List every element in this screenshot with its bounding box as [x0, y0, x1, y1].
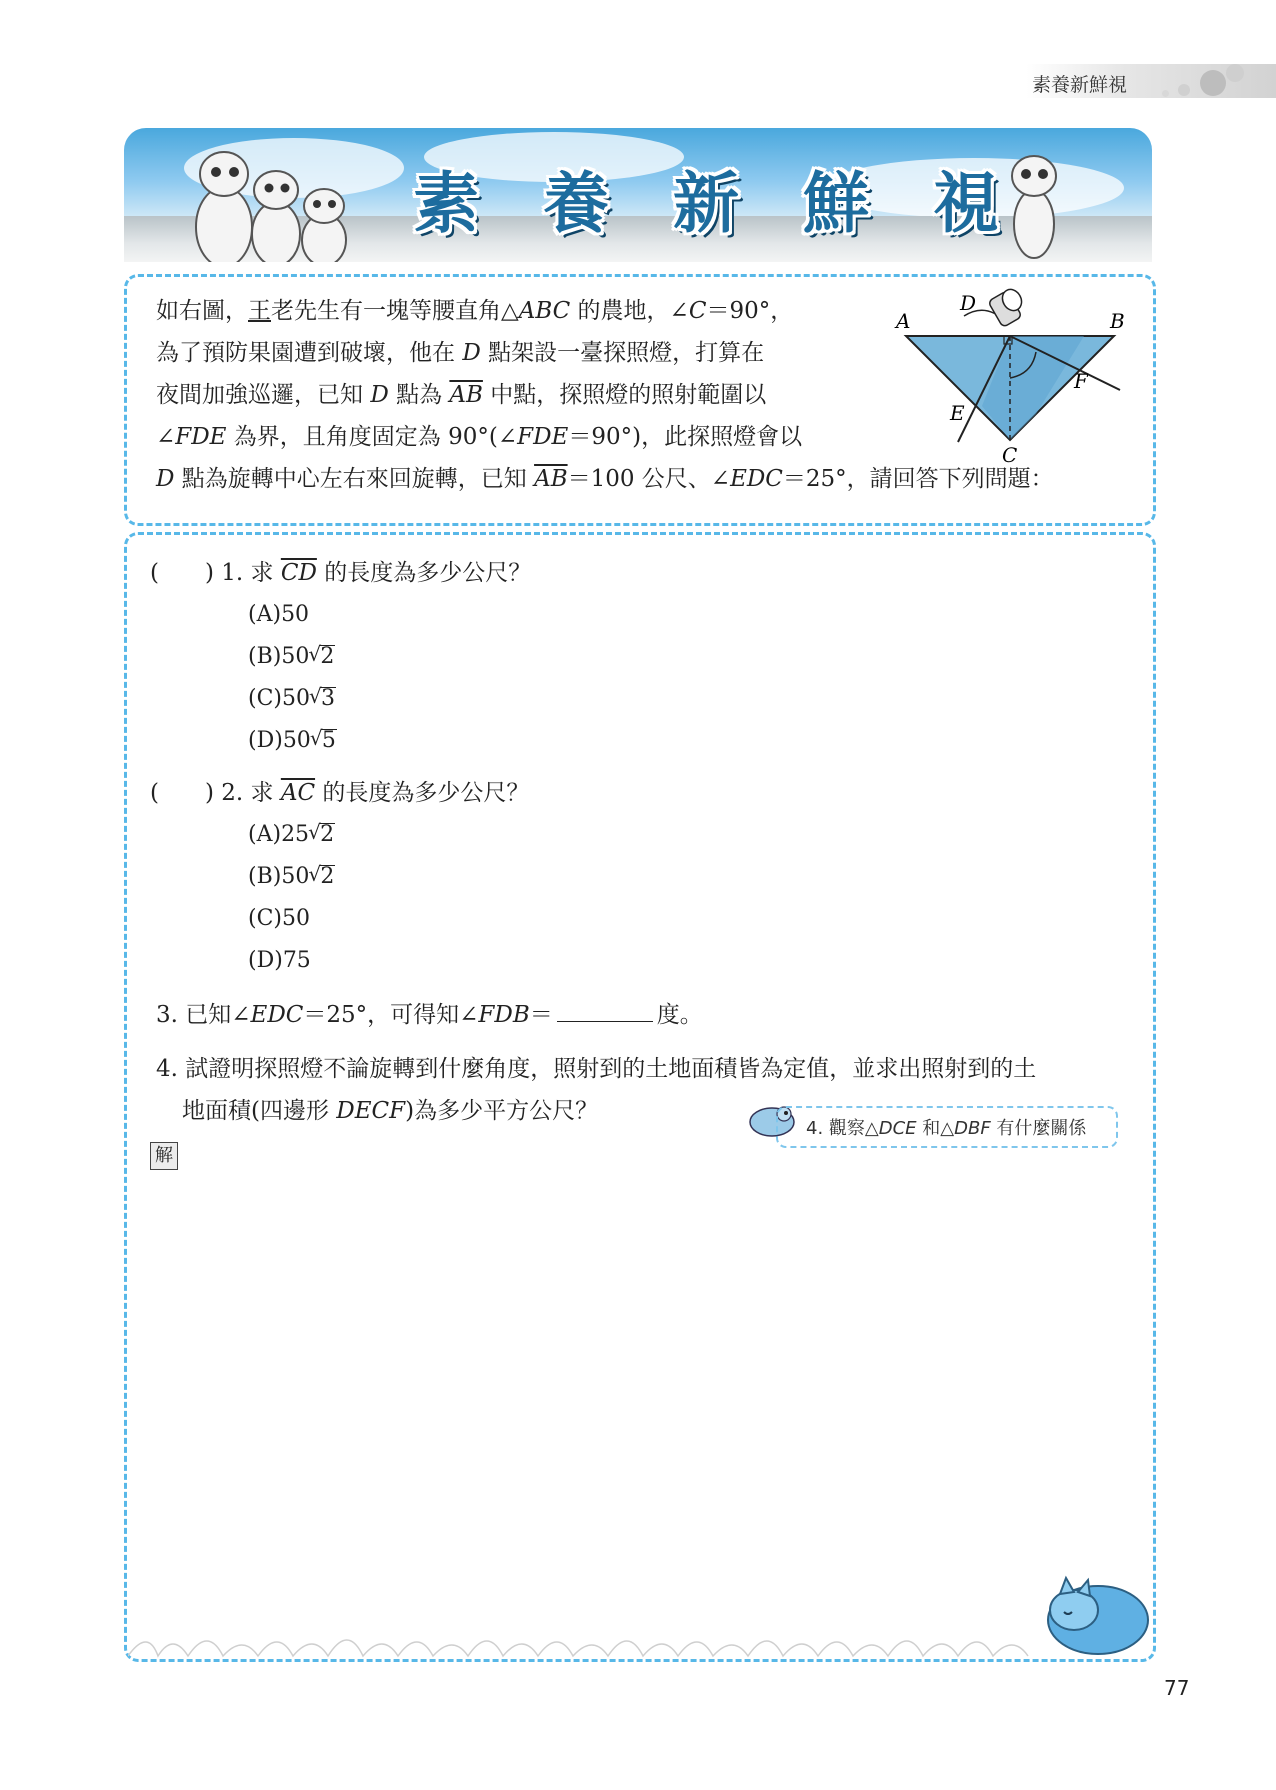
option-value: 50: [282, 686, 310, 711]
text: 的長度為多少公尺？: [315, 780, 530, 806]
option-letter: (C): [248, 686, 282, 711]
label-f: F: [1074, 369, 1088, 393]
math-var: DBF: [954, 1118, 991, 1139]
banner-title-char: 素: [413, 165, 479, 242]
math-var: FDE: [517, 424, 569, 450]
text: 試證明探照燈不論旋轉到什麼角度，照射到的土地面積皆為定值，並求出照射到的土: [185, 1056, 1037, 1082]
text: ∠: [156, 424, 176, 450]
sleeping-fox-illustration: [1034, 1570, 1152, 1658]
segment: $\overline{AC}$: [280, 780, 316, 806]
hint-box: [776, 1106, 1118, 1148]
question-4: [156, 1052, 1036, 1086]
text: 求: [250, 780, 281, 806]
option: [248, 820, 335, 850]
text: 有什麼關係: [990, 1118, 1087, 1139]
question-4-cont: [182, 1094, 598, 1128]
label-d: D: [960, 291, 977, 315]
segment: $\overline{AB}$: [449, 382, 483, 408]
context-line: [156, 294, 793, 328]
radical: √ 2: [319, 645, 335, 668]
context-line: [156, 336, 764, 370]
math-var: EDC: [250, 1002, 304, 1028]
searchlight-icon: [988, 286, 1025, 328]
text: 地面積(四邊形: [182, 1098, 337, 1124]
option-value: 50: [282, 728, 311, 753]
banner-title-char: 視: [933, 165, 999, 242]
radical: √ 5: [321, 729, 337, 752]
decor-dot: [1162, 90, 1169, 97]
option-letter: (A): [248, 822, 282, 847]
option-letter: (B): [248, 864, 282, 889]
banner-title: [396, 150, 1016, 245]
math-var: DECF: [336, 1098, 406, 1124]
text: 的農地，∠: [570, 298, 689, 324]
option-value: 25: [281, 822, 310, 847]
title-banner: [124, 128, 1152, 262]
math-var: D: [462, 340, 481, 366]
banner-title-char: 鮮: [803, 165, 869, 242]
option-letter: (A): [248, 602, 282, 627]
option-value: 75: [282, 948, 311, 973]
text: 中點，探照燈的照射範圍以: [482, 382, 767, 408]
text: ＝90°)，此探照燈會以: [568, 424, 803, 450]
text: 點為旋轉中心左右來回旋轉，已知: [174, 466, 535, 492]
option-letter: (B): [248, 644, 282, 669]
text: 夜間加強巡邏，已知: [156, 382, 371, 408]
meerkat-group-illustration: [164, 142, 364, 262]
math-var: FDE: [175, 424, 227, 450]
solution-label: 解: [150, 1142, 178, 1170]
option-value: 50: [281, 644, 310, 669]
decor-dot: [1226, 64, 1244, 82]
section-tag-label: 素養新鮮視: [1032, 74, 1128, 96]
math-var: C: [688, 298, 707, 324]
label-b: B: [1110, 309, 1125, 333]
math-var: D: [156, 466, 175, 492]
text: 4. 觀察△: [806, 1118, 879, 1139]
decor-dot: [1200, 70, 1226, 96]
math-var: EDC: [730, 466, 783, 492]
meerkat-illustration: [994, 150, 1074, 262]
text: 求: [250, 560, 281, 586]
option: [248, 684, 336, 714]
text: ＝90°，: [706, 298, 794, 324]
text: 為了預防果園遭到破壞，他在: [156, 340, 463, 366]
option: [248, 600, 309, 630]
math-var: DCE: [878, 1118, 917, 1139]
text: 的長度為多少公尺？: [316, 560, 532, 586]
text: )為多少平方公尺？: [405, 1098, 599, 1124]
text: 和△: [916, 1118, 955, 1139]
radical: √ 2: [319, 865, 335, 888]
label-a: A: [896, 309, 911, 333]
question-number: 2.: [221, 780, 244, 806]
option: [248, 726, 337, 756]
option: [248, 642, 335, 672]
question-number: 3.: [156, 1002, 178, 1028]
text: 點架設一臺探照燈，打算在: [480, 340, 765, 366]
math-var: ABC: [518, 298, 571, 324]
question-number: 4.: [156, 1056, 178, 1082]
text: 為界，且角度固定為 90°(∠: [226, 424, 518, 450]
text: ＝100 公尺、∠: [567, 466, 731, 492]
math-var: D: [370, 382, 389, 408]
text: ＝: [529, 1002, 553, 1028]
segment: $\overline{CD}$: [280, 560, 317, 586]
grass-decor: [128, 1618, 1138, 1658]
question-1: [150, 556, 531, 590]
text: 已知∠: [185, 1002, 251, 1028]
text: 如右圖，: [156, 298, 248, 324]
text: 老先生有一塊等腰直角△: [271, 298, 519, 324]
option: [248, 904, 310, 934]
option-letter: (D): [248, 728, 283, 753]
option-letter: (C): [248, 906, 282, 931]
fill-blank[interactable]: [557, 999, 653, 1022]
question-number: 1.: [221, 560, 244, 586]
option: [248, 862, 335, 892]
answer-blank[interactable]: ( ): [150, 780, 214, 806]
decor-dot: [1178, 84, 1190, 96]
triangle-figure: [886, 282, 1136, 472]
option-value: 50: [281, 864, 310, 889]
label-e: E: [950, 401, 965, 425]
option-value: 50: [282, 906, 310, 931]
answer-blank[interactable]: ( ): [150, 560, 214, 586]
label-c: C: [1002, 443, 1018, 467]
context-line: [156, 420, 802, 454]
segment: $\overline{AB}$: [534, 466, 568, 492]
banner-title-char: 養: [543, 165, 609, 242]
text: ＝25°，可得知∠: [303, 1002, 479, 1028]
text: 點為: [388, 382, 450, 408]
option-letter: (D): [248, 948, 283, 973]
question-2: [150, 776, 529, 810]
question-3: [156, 998, 703, 1032]
text: 度。: [656, 1002, 703, 1028]
banner-title-char: 新: [673, 165, 739, 242]
math-var: FDB: [478, 1002, 530, 1028]
option: [248, 946, 311, 976]
context-line: [156, 378, 766, 412]
radical: √ 2: [319, 823, 335, 846]
option-value: 50: [281, 602, 310, 627]
text: ＝25°，請回答下列問題：: [782, 466, 1054, 492]
radical: √ 3: [320, 687, 336, 710]
page-number: 77: [1164, 1676, 1190, 1700]
person-name: 王: [248, 298, 271, 324]
